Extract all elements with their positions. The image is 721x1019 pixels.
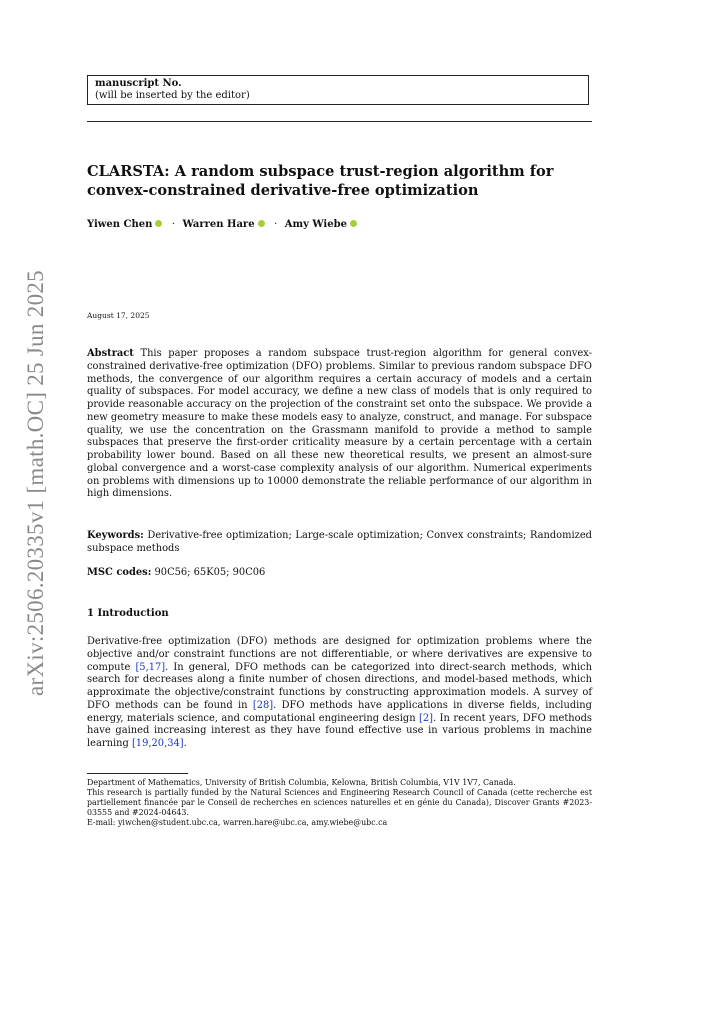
arxiv-identifier: arXiv:2506.20335v1 [math.OC] 25 Jun 2025	[23, 270, 48, 696]
editor-note: (will be inserted by the editor)	[95, 90, 250, 101]
msc-text: 90C56; 65K05; 90C06	[154, 567, 266, 578]
author-name[interactable]: Amy Wiebe	[284, 219, 347, 230]
abstract	[87, 348, 592, 501]
section-heading	[87, 608, 169, 619]
section-title: Introduction	[97, 608, 169, 619]
msc-heading: MSC codes:	[87, 567, 152, 578]
intro-text: . In recent years, DFO methods have gained increasing interest as they have found effective use in various problems in machine learning	[87, 712, 592, 749]
intro-text: Derivative-free optimization (DFO) methods are designed for optimization problems where the objective and/or constraint functions are not differentiable, or where derivatives are expensive to compute	[87, 636, 592, 673]
header-rule	[87, 121, 592, 122]
intro-text: .	[183, 738, 187, 749]
intro-text: . In general, DFO methods can be categorized into direct-search methods, which search for decreases along a finite number of chosen directions, and model-based methods, which approximate the objective/constraint functions by constructing approximation models. A survey of DFO methods can be found in	[87, 661, 593, 711]
footnote-affiliation: Department of Mathematics, University of British Columbia, Kelowna, British Columbia, V1V 1V7, Canada.	[87, 778, 516, 787]
footnote-rule	[87, 773, 188, 774]
editor-box	[87, 75, 589, 105]
citation-link[interactable]: [2]	[419, 712, 434, 724]
keywords	[87, 529, 592, 555]
orcid-icon[interactable]	[350, 220, 357, 227]
keywords-text: Derivative-free optimization; Large-scale optimization; Convex constraints; Randomized subspace methods	[87, 530, 593, 554]
orcid-icon[interactable]	[155, 220, 162, 227]
author-name[interactable]: Yiwen Chen	[87, 219, 153, 230]
author-name[interactable]: Warren Hare	[182, 219, 255, 230]
abstract-text: This paper proposes a random subspace trust-region algorithm for general convex-constrained derivative-free optimization (DFO) problems. Similar to previous random subspace DFO methods, the convergence of our algorithm requires a certain accuracy of models and a certain quality of subspaces. For model accuracy, we define a new class of models that is only required to provide reasonable accuracy on the projection of the constraint set onto the subspace. We provide a new geometry measure to make these models easy to analyze, construct, and manage. For subspace quality, we use the concentration on the Grassmann manifold to provide a method to sample subspaces that preserve the first-order criticality measure by a certain percentage with a certain probability lower bound. Based on all these new theoretical results, we present an almost-sure global convergence and a worst-case complexity analysis of our algorithm. Numerical experiments on problems with dimensions up to 10000 demonstrate the reliable performance of our algorithm in high dimensions.	[87, 348, 592, 500]
arxiv-sidebar	[20, 270, 52, 696]
footnote-funding: This research is partially funded by the Natural Sciences and Engineering Research Council of Canada (cette recherche est partiellement financée par le Conseil de recherches en sciences naturelles et en génie du Canada), Discover Grants #2023-03555 and #2024-04643.	[87, 788, 592, 817]
footnote-email: E-mail: yiwchen@student.ubc.ca, warren.hare@ubc.ca, amy.wiebe@ubc.ca	[87, 818, 388, 827]
intro-text: . DFO methods have applications in diverse fields, including energy, materials science, and computational engineering design	[87, 699, 592, 724]
paper-date: August 17, 2025	[87, 311, 150, 320]
citation-link[interactable]: [5,17]	[135, 661, 166, 673]
orcid-icon[interactable]	[258, 220, 265, 227]
msc-codes	[87, 566, 592, 579]
footnotes	[87, 778, 592, 828]
citation-link[interactable]: [19,20,34]	[131, 738, 184, 749]
author-list	[87, 219, 359, 230]
intro-paragraph	[87, 636, 592, 751]
author-separator: ·	[274, 219, 278, 230]
paper-title: CLARSTA: A random subspace trust-region algorithm for convex-constrained derivative-free optimization	[87, 163, 554, 199]
abstract-heading: Abstract	[87, 348, 134, 359]
keywords-heading: Keywords:	[87, 530, 144, 541]
manuscript-label: manuscript No.	[95, 78, 182, 89]
citation-link[interactable]: [28]	[252, 699, 274, 711]
author-separator: ·	[171, 219, 176, 230]
section-number: 1	[87, 608, 94, 619]
